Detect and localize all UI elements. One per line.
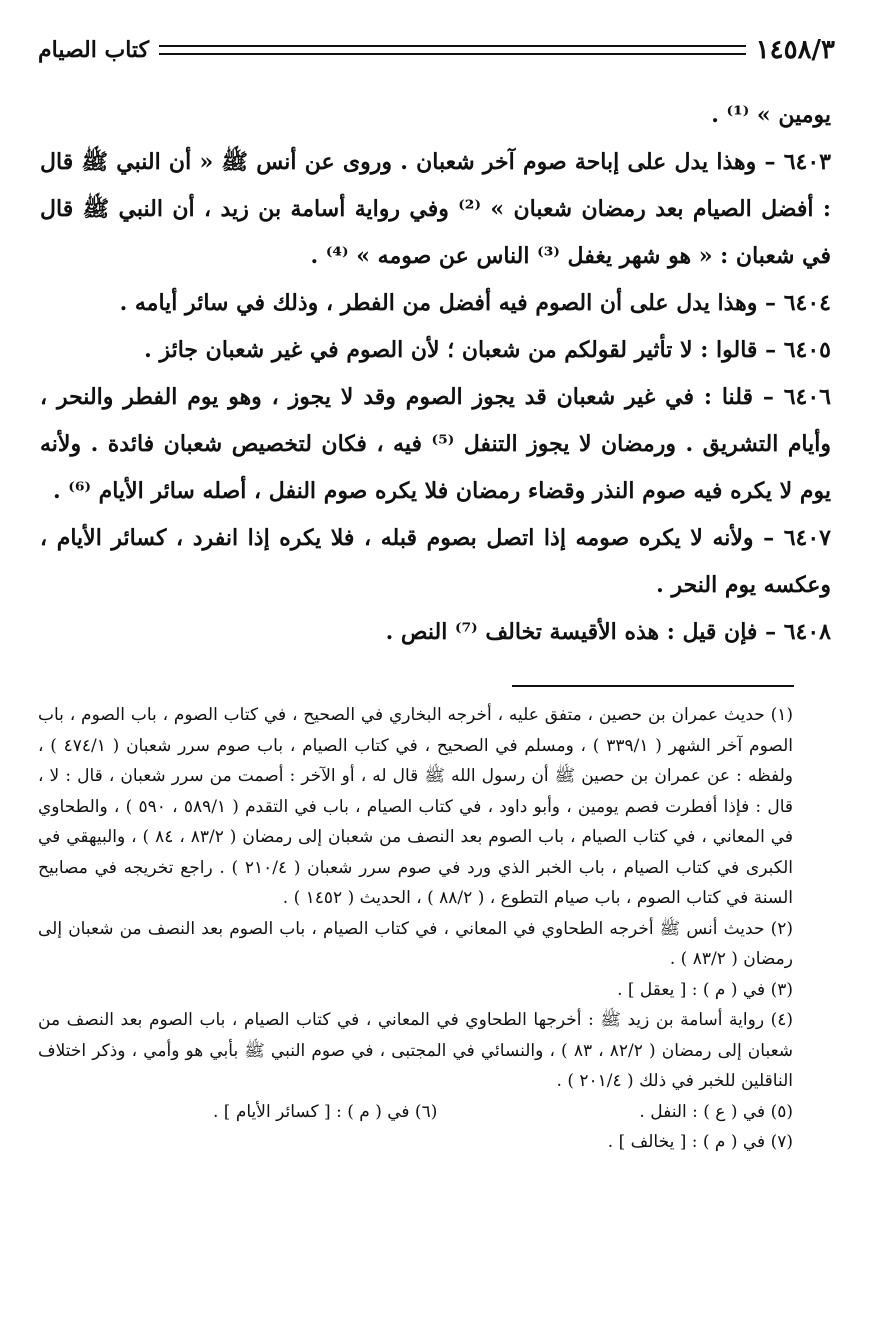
footnote-row-5-6 xyxy=(38,1097,793,1128)
paragraph-6405: ٦٤٠٥ – قالوا : لا تأثير لقولكم من شعبان ؛ لأن الصوم في غير شعبان جائز . xyxy=(144,337,831,363)
footnote-1: (١) حديث عمران بن حصين ، متفق عليه ، أخرجه البخاري في الصحيح ، في كتاب الصوم ، باب الصوم ، باب الصوم آخر الشهر ( ٣٣٩/١ ) ، ومسلم في الصحيح ، في كتاب الصيام ، باب صوم سرر شعبان ( ٤٧٤/١ ) ، ولفظه : عن عمران بن حصين ﷺ أن رسول الله ﷺ قال له ، أو الآخر : أصمت من سرر شعبان ، قال : لا ، قال : فإذا أفطرت فصم يومين ، وأبو داود ، في كتاب الصيام ، باب في التقدم ( ٥٨٩/١ ، ٥٩٠ ) ، والطحاوي في المعاني ، في كتاب الصيام ، باب الصوم بعد النصف من شعبان إلى رمضان ( ٨٣/٢ ، ٨٤ ) ، والبيهقي في الكبرى في كتاب الصيام ، باب الخبر الذي ورد في صوم سرر شعبان ( ٢١٠/٤ ) . راجع تخريجه في مصابيح السنة في كتاب الصوم ، باب صيام التطوع ، ( ٨٨/٢ ) ، الحديث ( ١٤٥٢ ) . xyxy=(38,705,794,908)
paragraph-6403: ٦٤٠٣ – وهذا يدل على إباحة صوم آخر شعبان . وروى عن أنس ﷺ « أن النبي ﷺ قال : أفضل الصيام بعد رمضان شعبان » ⁽²⁾ وفي رواية أسامة بن زيد ، أن النبي ﷺ قال في شعبان : « هو شهر يغفل ⁽³⁾ الناس عن صومه » ⁽⁴⁾ . xyxy=(40,149,831,269)
paragraph-6406: ٦٤٠٦ – قلنا : في غير شعبان قد يجوز الصوم وقد لا يجوز ، وهو يوم الفطر والنحر ، وأيام التشريق . ورمضان لا يجوز التنفل ⁽⁵⁾ فيه ، فكان لتخصيص شعبان فائدة . ولأنه يوم لا يكره فيه صوم النذر وقضاء رمضان فلا يكره صوم النفل ، أصله سائر الأيام ⁽⁶⁾ . xyxy=(40,384,831,504)
running-header xyxy=(38,30,835,70)
page-number: ١٤٥٨/٣ xyxy=(755,35,835,65)
header-double-rule xyxy=(159,45,746,55)
footnotes xyxy=(38,700,793,1158)
book-title: كتاب الصيام xyxy=(38,37,150,63)
footnote-5: (٥) في ( ع ) : النفل . xyxy=(639,1101,793,1122)
footnote-divider xyxy=(512,685,794,687)
main-text xyxy=(40,92,831,656)
paragraph-continuation: يومين » ⁽¹⁾ . xyxy=(711,102,831,128)
paragraph-6407: ٦٤٠٧ – ولأنه لا يكره صومه إذا اتصل بصوم قبله ، فلا يكره إذا انفرد ، كسائر الأيام ، وعكسه يوم النحر . xyxy=(40,525,831,598)
footnote-6: (٦) في ( م ) : [ كسائر الأيام ] . xyxy=(213,1101,438,1122)
footnote-2: (٢) حديث أنس ﷺ أخرجه الطحاوي في المعاني ، في كتاب الصيام ، باب الصوم بعد النصف من شعبان إلى رمضان ( ٨٣/٢ ) . xyxy=(38,918,793,969)
paragraph-6408: ٦٤٠٨ – فإن قيل : هذه الأقيسة تخالف ⁽⁷⁾ النص . xyxy=(385,619,831,645)
footnote-3: (٣) في ( م ) : [ يعقل ] . xyxy=(617,979,793,1000)
footnote-4: (٤) رواية أسامة بن زيد ﷺ : أخرجها الطحاوي في المعاني ، في كتاب الصيام ، باب الصوم بعد النصف من شعبان إلى رمضان ( ٨٢/٢ ، ٨٣ ) ، والنسائي في المجتبى ، في صوم النبي ﷺ بأبي هو وأمي ، وذكر اختلاف الناقلين للخبر في ذلك ( ٢٠١/٤ ) . xyxy=(38,1010,794,1091)
paragraph-6404: ٦٤٠٤ – وهذا يدل على أن الصوم فيه أفضل من الفطر ، وذلك في سائر أيامه . xyxy=(119,290,831,316)
footnote-7: (٧) في ( م ) : [ يخالف ] . xyxy=(607,1132,793,1152)
